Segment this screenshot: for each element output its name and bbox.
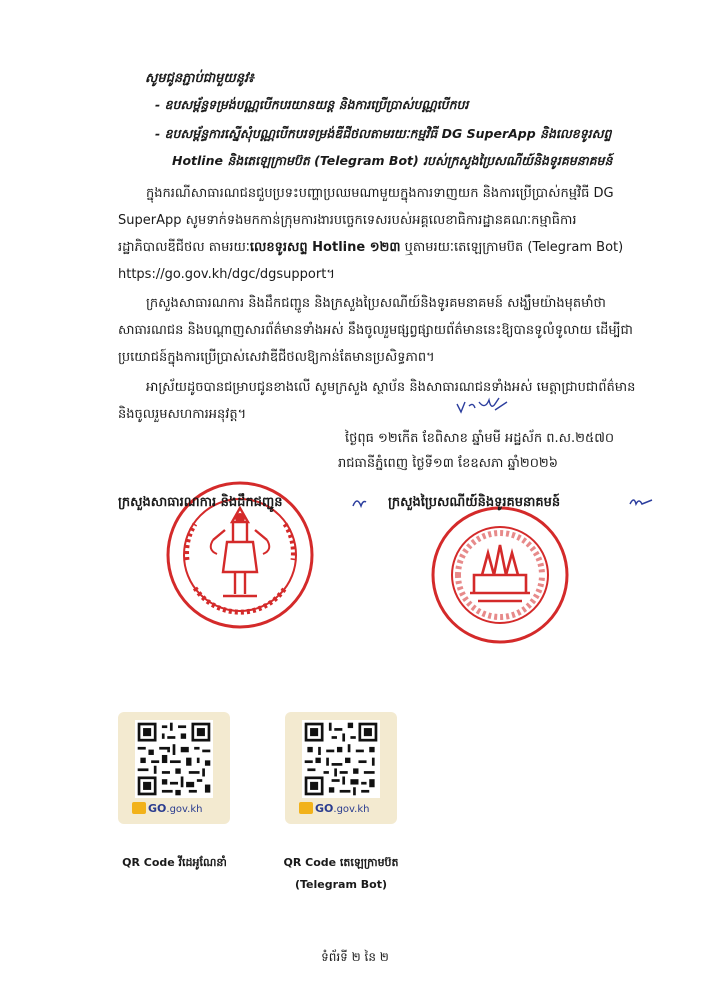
go-gov-kh-logo: GO.gov.kh [132,802,216,818]
attachment-item-2-continued: Hotline និងតេឡេក្រាមប៊ត (Telegram Bot) របស់ក្រសួងប្រៃសណីយ៍និងទូរគមនាគមន៍ [172,153,613,168]
go-logo-icon [299,802,313,814]
initial-mark-2 [628,496,654,510]
go-gov-kh-logo: GO.gov.kh [299,802,383,818]
go-logo-icon [132,802,146,814]
signatory-posts-telecom: ក្រសួងប្រៃសណីយ៍និងទូរគមនាគមន៍ [388,495,561,510]
ministry-posts-telecom-seal [430,505,570,645]
initial-mark-1 [351,496,367,510]
paragraph-support-text: ក្នុងករណីសាធារណជនជួបប្រទះបញ្ហាប្រឈមណាមួយក្នុងការទាញយក និងការប្រើប្រាស់កម្មវិធី DG SuperApp សូមទាក់ទងមកកាន់ក្រុមការងារបច្ចេកទេសរបស់អគ្គលេខាធិការដ្ឋានគណៈកម្មាធិការរដ្ឋាភិបាលឌីជីថល តាមរយៈ [118,186,614,255]
qr-code-icon[interactable] [297,720,385,798]
paragraph-ministries: ក្រសួងសាធារណការ និងដឹកជញ្ជូន និងក្រសួងប្រៃសណីយ៍និងទូរគមនាគមន៍ សង្ឃឹមយ៉ាងមុតមាំថា សាធារណជន និងបណ្ដាញសារព័ត៌មានទាំងអស់ នឹងចូលរួមផ្សព្វផ្សាយព័ត៌មាននេះឱ្យបានទូលំទូលាយ ដើម្បីជាប្រយោជន៍ក្នុងការប្រើប្រាស់សេវាឌីជីថលឱ្យកាន់តែមានប្រសិទ្ធភាព។ [118,296,633,365]
paragraph-support [118,180,638,288]
attachment-item-2: - ឧបសម្ព័ន្ធការស្នើសុំបណ្ណបើកបរទម្រង់ឌីជីថលតាមរយៈកម្មវិធី DG SuperApp និងលេខទូរសព្ទ [155,126,612,141]
qr-code-icon[interactable] [130,720,218,798]
qr-card-telegram-bot[interactable] [285,712,397,824]
paragraph-support-link: ឬតាមរយៈតេឡេក្រាមប៊ត (Telegram Bot) https://go.gov.kh/dgc/dgsupport។ [118,240,624,282]
attachment-intro: សូមជូនភ្ជាប់ជាមួយនូវ៖ [145,71,254,86]
date-solar: រាជធានីភ្នំពេញ ថ្ងៃទី១៣ ខែឧសភា ឆ្នាំ២០២៦ [338,456,558,471]
paragraph-closing: អាស្រ័យដូចបានជម្រាបជូនខាងលើ សូមក្រសួង ស្ថាប័ន និងសាធារណជនទាំងអស់ មេត្តាជ្រាបជាព័ត៌មាន និងចូលរួមសហការអនុវត្ត។ [118,380,636,422]
qr-caption-telegram-bot: QR Code តេឡេក្រាមប៊ត [283,856,399,869]
qr-card-video-guide[interactable] [118,712,230,824]
page-number: ទំព័រទី ២ នៃ ២ [321,950,389,964]
qr-caption-video-guide: QR Code វីដេអូណែនាំ [122,856,227,869]
date-lunar: ថ្ងៃពុធ ១២កេីត ខែពិសាខ ឆ្នាំមមី អដ្ឋស័ក ព.ស.២៥៧០ [345,431,615,446]
handwritten-initial [455,396,510,416]
qr-caption-telegram-bot-en: (Telegram Bot) [294,878,387,891]
attachment-item-1: - ឧបសម្ព័ន្ធទម្រង់បណ្ណបើកបរយានយន្ត និងការប្រើប្រាស់បណ្ណបើកបរ [155,97,469,112]
signatory-public-works: ក្រសួងសាធារណការ និងដឹកជញ្ជូន [118,495,283,510]
hotline-number: លេខទូរសព្ទ Hotline ១២៣ [249,240,401,255]
